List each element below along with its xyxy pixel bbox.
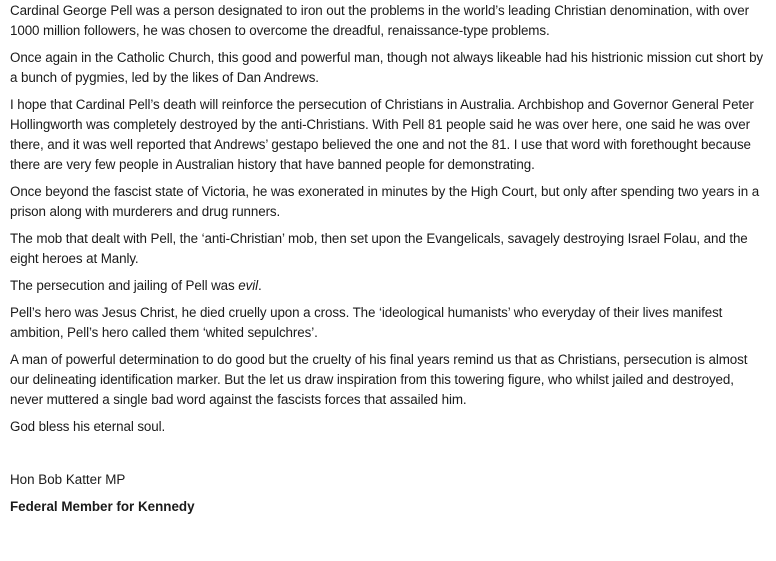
paragraph-jailing-evil: [10, 276, 766, 296]
paragraph-persecution-hope: I hope that Cardinal Pell’s death will reinforce the persecution of Christians in Australia. Archbishop and Governor General Peter Hollingworth was completely destroyed by the anti-Christians. With Pell 81 people said he was over here, one said he was over there, and it was well reported that Andrews’ gestapo believed the one and not the 81. I use that word with forethought because there are very few people in Australian history that have banned people for demonstrating.: [10, 97, 754, 172]
signature-title: Federal Member for Kennedy: [10, 499, 195, 514]
paragraph-catholic-church: Once again in the Catholic Church, this good and powerful man, though not always likeable had his histrionic mission cut short by a bunch of pygmies, led by the likes of Dan Andrews.: [10, 50, 764, 85]
evil-emphasis: evil: [238, 278, 258, 293]
signature-block: [10, 470, 766, 517]
paragraph-exonerated: Once beyond the fascist state of Victoria, he was exonerated in minutes by the High Court, but only after spending two years in a prison along with murderers and drug runners.: [10, 184, 760, 219]
paragraph-pell-designated: Cardinal George Pell was a person designated to iron out the problems in the world’s leading Christian denomination, with over 1000 million followers, he was chosen to overcome the dreadful, renaissance-type problems.: [10, 3, 749, 38]
signature-name: Hon Bob Katter MP: [10, 472, 126, 487]
paragraph-god-bless: God bless his eternal soul.: [10, 419, 166, 434]
paragraph-pells-hero: Pell’s hero was Jesus Christ, he died cruelly upon a cross. The ‘ideological humanists’ who everyday of their lives manifest ambition, Pell’s hero called them ‘whited sepulchres’.: [10, 305, 723, 340]
jailing-end: .: [257, 278, 262, 293]
paragraph-mob: The mob that dealt with Pell, the ‘anti-Christian’ mob, then set upon the Evangelicals, savagely destroying Israel Folau, and the eight heroes at Manly.: [10, 231, 748, 266]
paragraph-determination: A man of powerful determination to do good but the cruelty of his final years remind us that as Christians, persecution is almost our delineating identification marker. But the let us draw inspiration from this towering figure, who whilst jailed and destroyed, never muttered a single bad word against the fascists forces that assailed him.: [10, 352, 748, 407]
jailing-text: The persecution and jailing of Pell was: [10, 278, 239, 293]
